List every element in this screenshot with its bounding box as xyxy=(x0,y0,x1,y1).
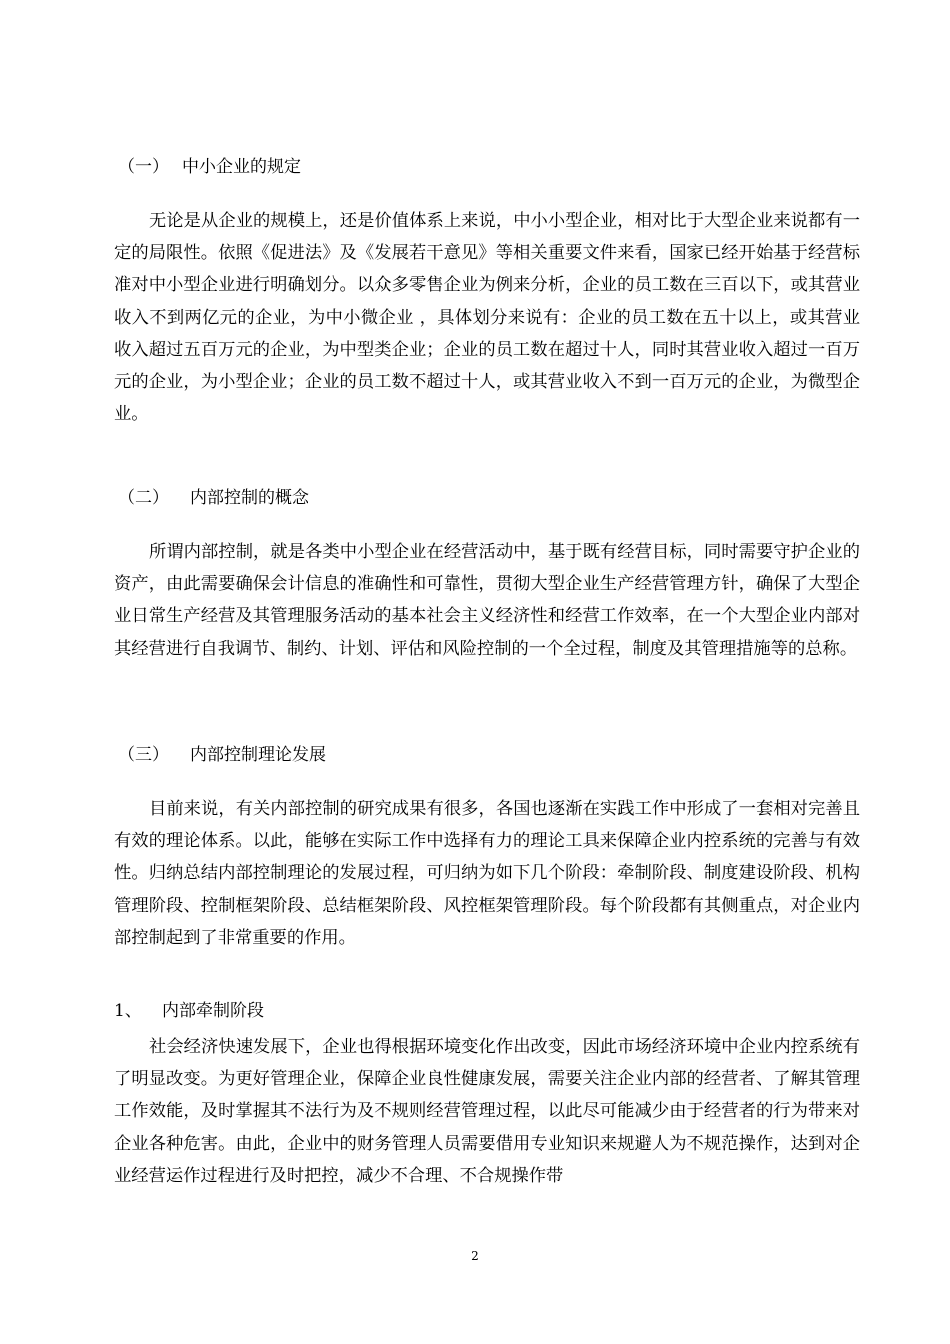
subsection-1-heading xyxy=(114,1000,264,1022)
section-3-number: （三） xyxy=(118,745,169,765)
section-3-paragraph: 目前来说，有关内部控制的研究成果有很多，各国也逐渐在实践工作中形成了一套相对完善且有效的理论体系。以此，能够在实际工作中选择有力的理论工具来保障企业内控系统的完善与有效性。归纳总结内部控制理论的发展过程，可归纳为如下几个阶段：牵制阶段、制度建设阶段、机构管理阶段、控制框架阶段、总结框架阶段、风控框架管理阶段。每个阶段都有其侧重点，对企业内部控制起到了非常重要的作用。 xyxy=(114,799,860,948)
subsection-1-number: 1、 xyxy=(114,1001,142,1021)
section-1-number: （一） xyxy=(118,157,169,177)
section-1-title: 中小企业的规定 xyxy=(182,157,301,177)
section-1-heading xyxy=(118,156,301,178)
section-1-paragraph: 无论是从企业的规模上，还是价值体系上来说，中小小型企业，相对比于大型企业来说都有一定的局限性。依照《促进法》及《发展若干意见》等相关重要文件来看，国家已经开始基于经营标准对中小型企业进行明确划分。以众多零售企业为例来分析，企业的员工数在三百以下，或其营业收入不到两亿元的企业，为中小微企业 ，具体划分来说有：企业的员工数在五十以上，或其营业收入超过五百万元的企业，为中型类企业；企业的员工数在超过十人，同时其营业收入超过一百万元的企业，为小型企业；企业的员工数不超过十人，或其营业收入不到一百万元的企业，为微型企业。 xyxy=(114,211,860,425)
section-2-title: 内部控制的概念 xyxy=(190,488,309,508)
section-2-heading xyxy=(118,487,309,509)
subsection-1-paragraph: 社会经济快速发展下，企业也得根据环境变化作出改变，因此市场经济环境中企业内控系统有了明显改变。为更好管理企业，保障企业良性健康发展，需要关注企业内部的经营者、了解其管理工作效能，及时掌握其不法行为及不规则经营管理过程，以此尽可能减少由于经营者的行为带来对企业各种危害。由此，企业中的财务管理人员需要借用专业知识来规避人为不规范操作，达到对企业经营运作过程进行及时把控，减少不合理、不合规操作带 xyxy=(114,1037,860,1186)
section-3-title: 内部控制理论发展 xyxy=(190,745,326,765)
section-2-number: （二） xyxy=(118,488,169,508)
page-number: 2 xyxy=(471,1249,479,1263)
section-3-heading xyxy=(118,744,326,766)
section-2-paragraph: 所谓内部控制，就是各类中小型企业在经营活动中，基于既有经营目标，同时需要守护企业的资产，由此需要确保会计信息的准确性和可靠性，贯彻大型企业生产经营管理方针，确保了大型企业日常生产经营及其管理服务活动的基本社会主义经济性和经营工作效率，在一个大型企业内部对其经营进行自我调节、制约、计划、评估和风险控制的一个全过程，制度及其管理措施等的总称。 xyxy=(114,542,860,659)
subsection-1-title: 内部牵制阶段 xyxy=(162,1001,264,1021)
